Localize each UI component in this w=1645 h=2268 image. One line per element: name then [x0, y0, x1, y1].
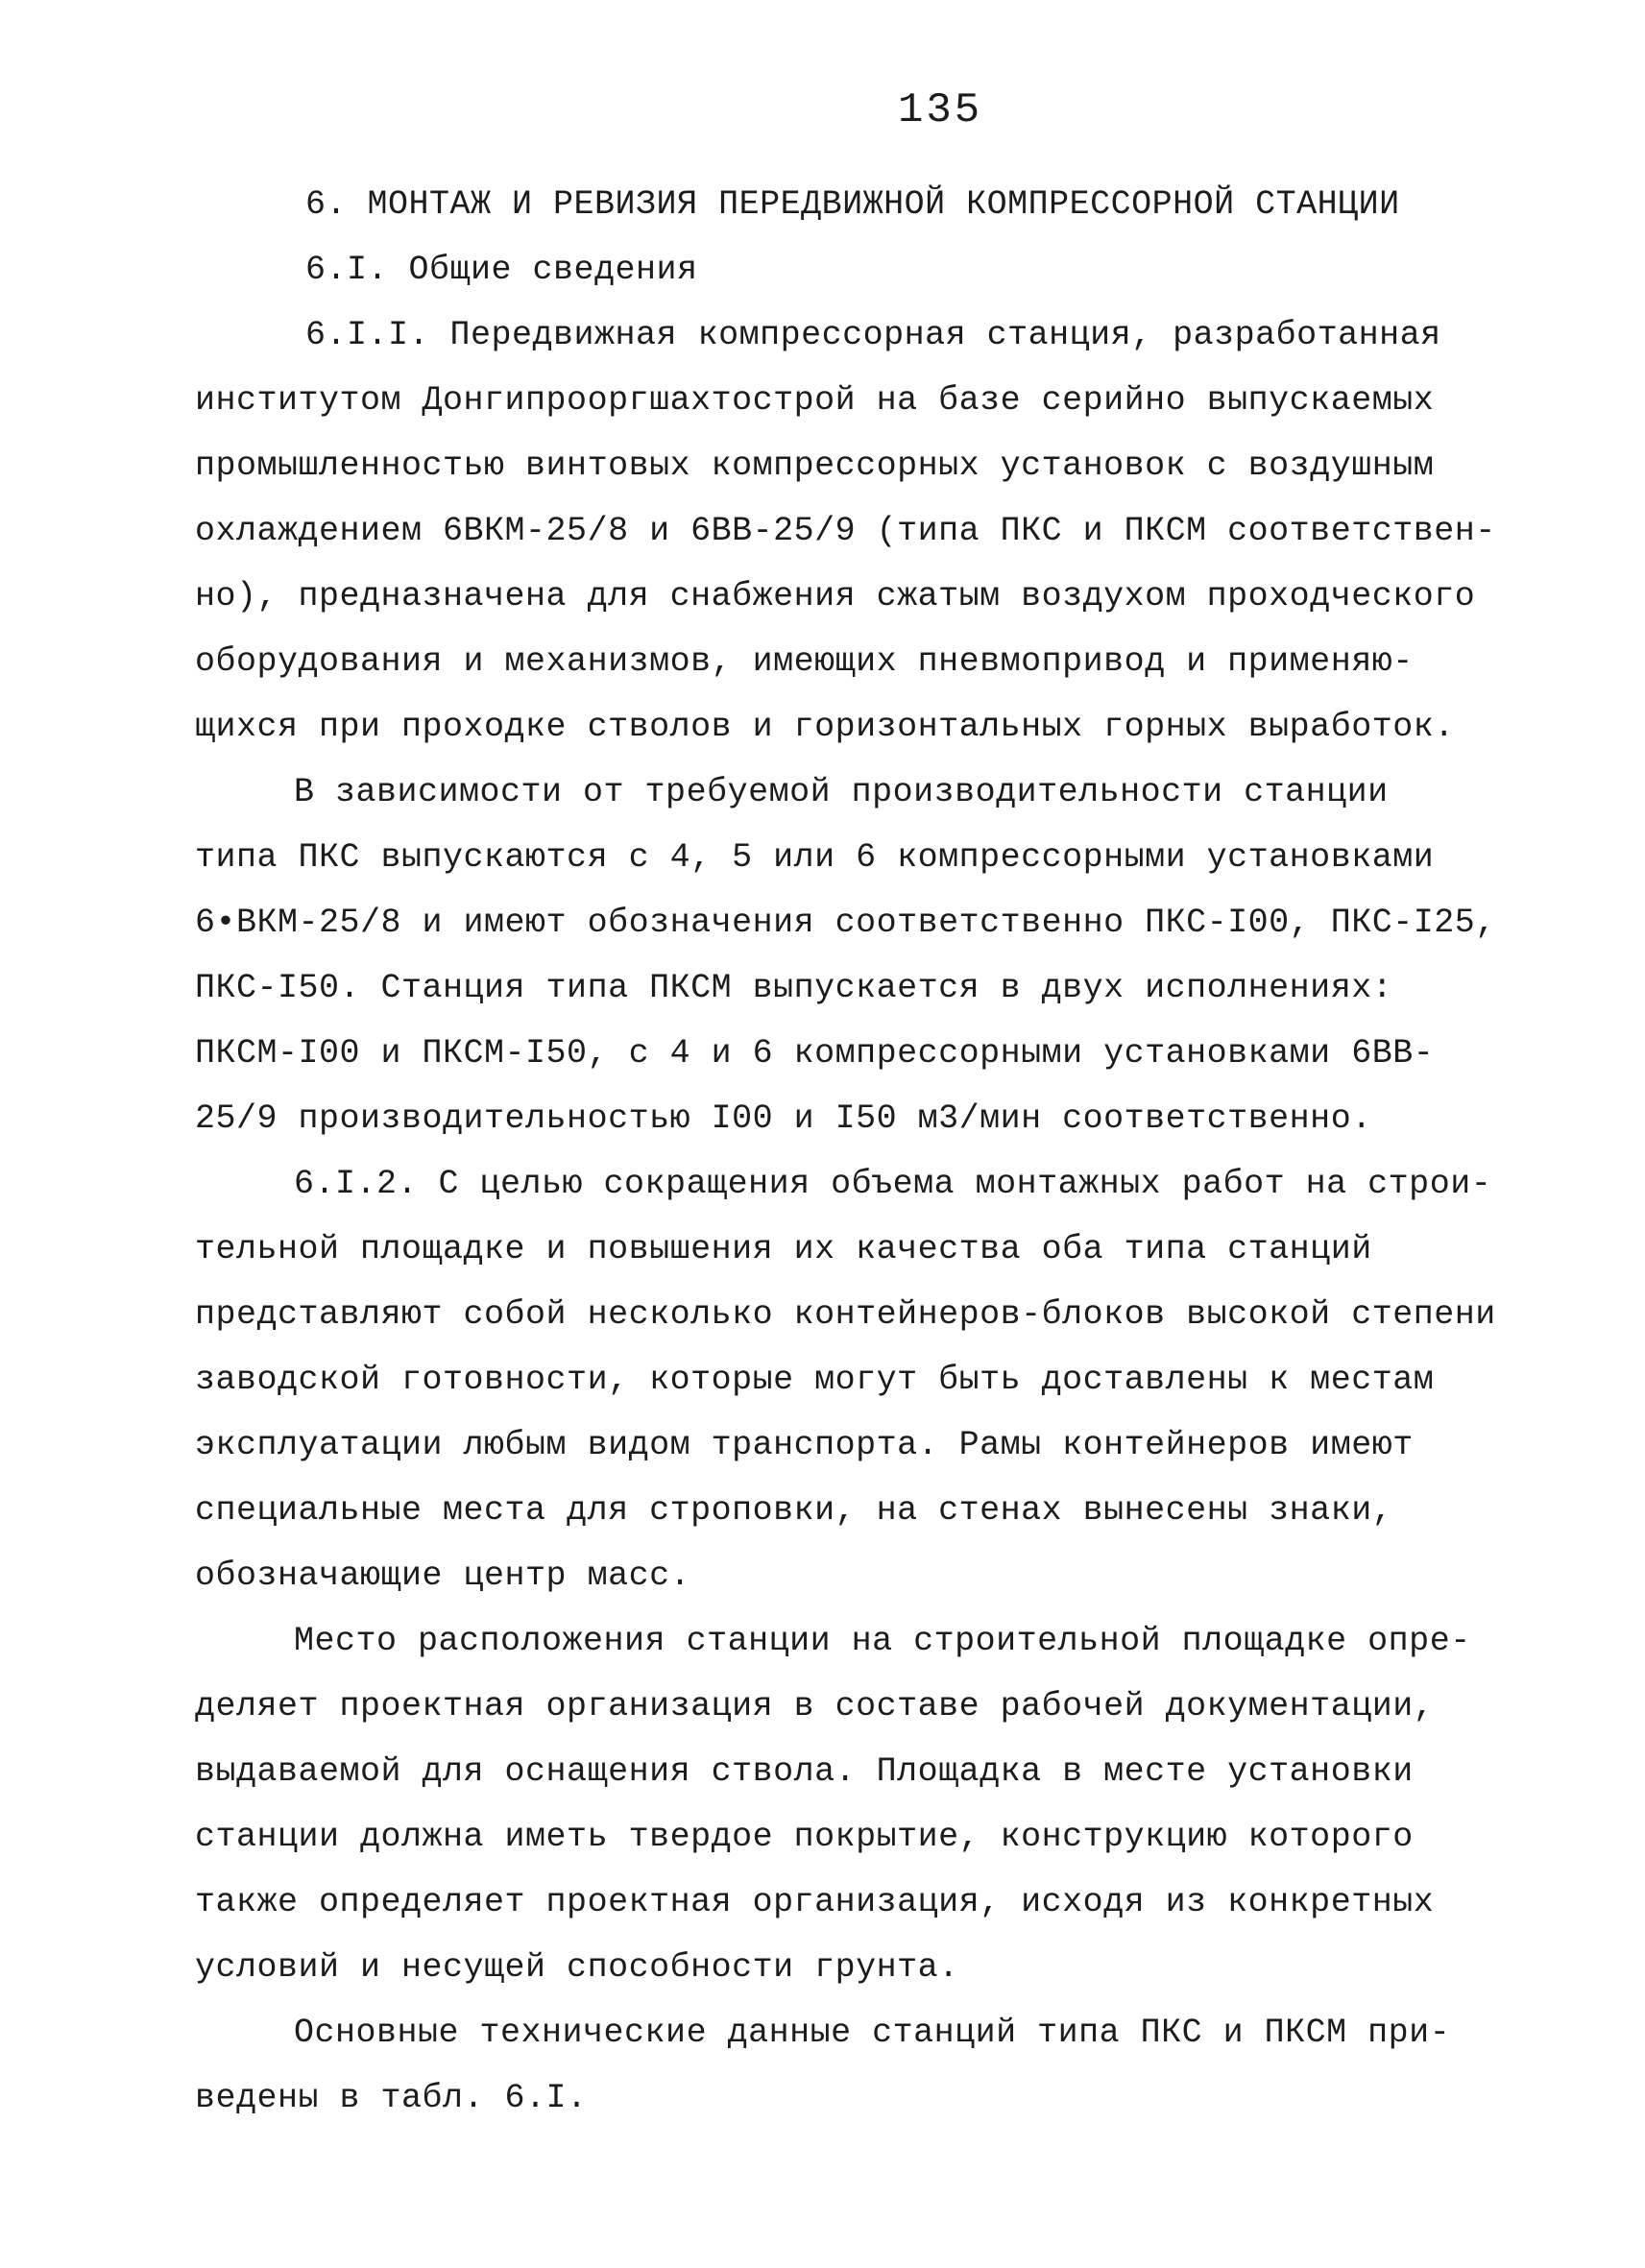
paragraph-line: промышленностью винтовых компрессорных установок с воздушным [195, 446, 1435, 485]
paragraph-line: оборудования и механизмов, имеющих пневмопривод и применяю- [195, 642, 1414, 681]
paragraph-line: но), предназначена для снабжения сжатым воздухом проходческого [195, 577, 1476, 615]
paragraph-line: 25/9 производительностью I00 и I50 м3/мин соответственно. [195, 1099, 1372, 1138]
paragraph-line: типа ПКС выпускаются с 4, 5 или 6 компрессорными установками [195, 838, 1435, 877]
paragraph-line: ПКСМ-I00 и ПКСМ-I50, с 4 и 6 компрессорными установками 6ВВ- [195, 1034, 1435, 1073]
paragraph-line: щихся при проходке стволов и горизонтальных горных выработок. [195, 708, 1455, 746]
paragraph-line: условий и несущей способности грунта. [195, 1948, 959, 1987]
paragraph-line: 6.I.2. С целью сокращения объема монтажных работ на строи- [294, 1165, 1492, 1203]
paragraph-line: институтом Донгипрооргшахтострой на базе серийно выпускаемых [195, 381, 1435, 420]
paragraph-line: 6.I.I. Передвижная компрессорная станция, разработанная [305, 316, 1441, 354]
paragraph-line: ведены в табл. 6.I. [195, 2079, 588, 2117]
paragraph-line: выдаваемой для оснащения ствола. Площадка в месте установки [195, 1752, 1414, 1791]
paragraph-line: представляют собой несколько контейнеров-блоков высокой степени [195, 1295, 1496, 1334]
subsection-heading: 6.I. Общие сведения [305, 251, 698, 289]
page-number: 135 [898, 86, 983, 134]
paragraph-line: Место расположения станции на строительной площадке опре- [294, 1622, 1471, 1660]
paragraph-line: 6•ВКМ-25/8 и имеют обозначения соответственно ПКС-I00, ПКС-I25, [195, 904, 1496, 942]
paragraph-line: станции должна иметь твердое покрытие, конструкцию которого [195, 1818, 1414, 1856]
paragraph-line: также определяет проектная организация, исходя из конкретных [195, 1883, 1435, 1921]
paragraph-line: тельной площадке и повышения их качества оба типа станций [195, 1230, 1372, 1268]
paragraph-line: охлаждением 6ВКМ-25/8 и 6ВВ-25/9 (типа ПКС и ПКСМ соответствен- [195, 512, 1496, 550]
paragraph-line: эксплуатации любым видом транспорта. Рамы контейнеров имеют [195, 1426, 1414, 1464]
paragraph-line: обозначающие центр масс. [195, 1556, 691, 1595]
paragraph-line: ПКС-I50. Станция типа ПКСМ выпускается в двух исполнениях: [195, 969, 1393, 1007]
paragraph-line: В зависимости от требуемой производительности станции [294, 773, 1389, 811]
paragraph-line: Основные технические данные станций типа ПКС и ПКСМ при- [294, 2014, 1451, 2052]
section-heading: 6. МОНТАЖ И РЕВИЗИЯ ПЕРЕДВИЖНОЙ КОМПРЕССОРНОЙ СТАНЦИИ [305, 185, 1400, 224]
paragraph-line: специальные места для строповки, на стенах вынесены знаки, [195, 1491, 1393, 1530]
paragraph-line: заводской готовности, которые могут быть доставлены к местам [195, 1361, 1435, 1399]
paragraph-line: деляет проектная организация в составе рабочей документации, [195, 1687, 1435, 1725]
